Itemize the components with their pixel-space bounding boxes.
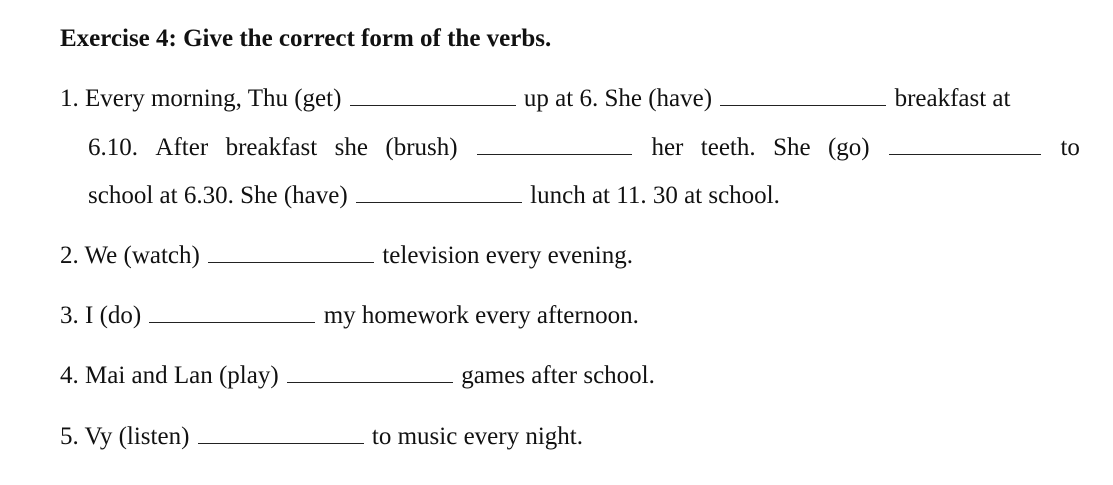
item-3-rest: my homework every afternoon. [323, 302, 639, 329]
item-1-text-b: up at 6. She (have) [523, 85, 713, 112]
item-5-prompt: 5. Vy (listen) [60, 423, 190, 450]
item-1-line-3 [88, 181, 780, 211]
item-1-word: 6.10. [88, 134, 138, 161]
exercise-title: Exercise 4: Give the correct form of the verbs. [60, 25, 552, 52]
item-1-word: (go) [827, 134, 870, 161]
answer-blank-brush[interactable] [477, 133, 632, 155]
item-3 [60, 301, 639, 331]
item-1-text-d: school at 6.30. She (have) [88, 182, 348, 209]
item-4-rest: games after school. [461, 362, 655, 389]
answer-blank-play[interactable] [287, 361, 453, 383]
item-4 [60, 361, 655, 391]
answer-blank-listen[interactable] [198, 422, 364, 444]
item-2 [60, 241, 633, 271]
answer-blank-get[interactable] [350, 84, 516, 106]
answer-blank-have-lunch[interactable] [356, 181, 522, 203]
answer-blank-go[interactable] [889, 133, 1041, 155]
answer-blank-do[interactable] [149, 301, 315, 323]
item-1-word: (brush) [385, 134, 458, 161]
item-1-word: She [773, 134, 811, 161]
item-4-prompt: 4. Mai and Lan (play) [60, 362, 279, 389]
item-1-text-e: lunch at 11. 30 at school. [530, 182, 780, 209]
item-3-prompt: 3. I (do) [60, 302, 142, 329]
item-1-word: breakfast [225, 134, 318, 161]
item-2-prompt: 2. We (watch) [60, 242, 200, 269]
item-1-word: her [651, 134, 684, 161]
item-5 [60, 422, 583, 452]
item-5-rest: to music every night. [371, 423, 583, 450]
item-1-line-2 [88, 133, 1080, 163]
item-1-text-a: 1. Every morning, Thu (get) [60, 85, 342, 112]
item-1-text-c: breakfast at [894, 85, 1011, 112]
item-1-word: to [1060, 134, 1080, 161]
item-2-rest: television every evening. [382, 242, 633, 269]
answer-blank-watch[interactable] [208, 241, 374, 263]
answer-blank-have-breakfast[interactable] [720, 84, 886, 106]
item-1-word: After [155, 134, 209, 161]
item-1-word: she [334, 134, 368, 161]
item-1-word: teeth. [700, 134, 756, 161]
item-1-line-1 [60, 84, 1010, 114]
